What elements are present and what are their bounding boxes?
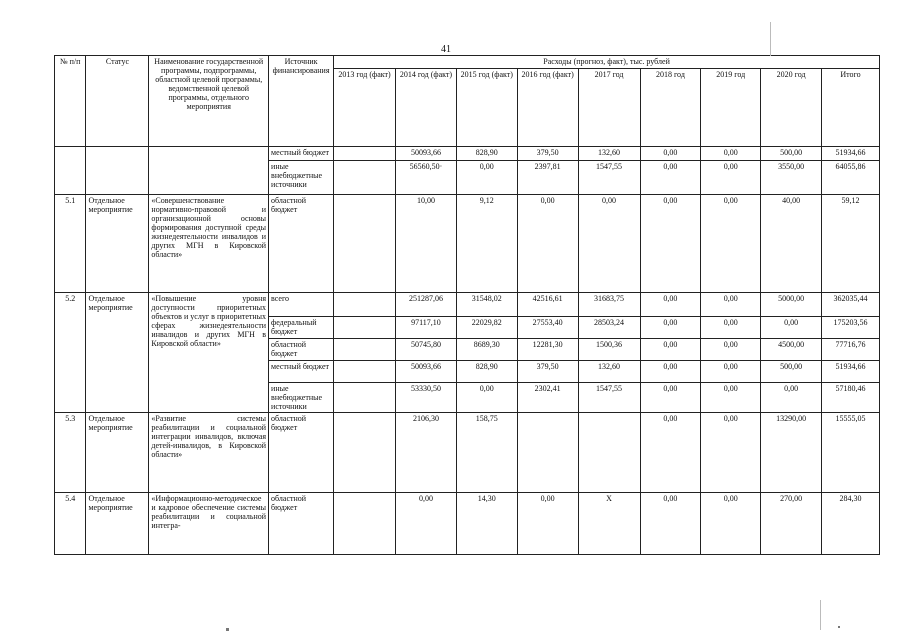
scan-mark bbox=[770, 22, 771, 56]
row-value: 9,12 bbox=[456, 195, 517, 293]
row-status bbox=[86, 147, 149, 195]
row-value: 27553,40 bbox=[517, 317, 578, 339]
row-value bbox=[334, 161, 396, 195]
row-value: 379,50 bbox=[517, 147, 578, 161]
row-value: 0,00 bbox=[640, 493, 701, 555]
row-value: 22029,82 bbox=[456, 317, 517, 339]
row-value: 1547,55 bbox=[578, 161, 640, 195]
row-value: 132,60 bbox=[578, 147, 640, 161]
row-value: 77716,76 bbox=[822, 339, 880, 361]
row-value: 97117,10 bbox=[396, 317, 457, 339]
expenses-table bbox=[54, 55, 880, 555]
row-value bbox=[517, 413, 578, 493]
row-value: 53330,50 bbox=[396, 383, 457, 413]
row-value: 2397,81 bbox=[517, 161, 578, 195]
table-row bbox=[55, 293, 880, 317]
header-year: 2020 год bbox=[761, 69, 822, 147]
row-source: иные внебюджетные источники bbox=[269, 161, 334, 195]
table-row bbox=[55, 147, 880, 161]
row-status: Отдельное мероприятие bbox=[86, 493, 149, 555]
row-value: 0,00 bbox=[517, 493, 578, 555]
row-value: 362035,44 bbox=[822, 293, 880, 317]
row-source: всего bbox=[269, 293, 334, 317]
row-source: иные внебюджетные источники bbox=[269, 383, 334, 413]
row-value: 270,00 bbox=[761, 493, 822, 555]
header-status: Статус bbox=[86, 56, 149, 147]
row-value bbox=[334, 383, 396, 413]
row-value: 0,00 bbox=[701, 361, 761, 383]
row-value: 132,60 bbox=[578, 361, 640, 383]
row-value: 0,00 bbox=[701, 339, 761, 361]
row-value: 3550,00 bbox=[761, 161, 822, 195]
table-row bbox=[55, 195, 880, 293]
row-source: местный бюджет bbox=[269, 147, 334, 161]
scan-mark bbox=[820, 600, 821, 630]
row-value: X bbox=[578, 493, 640, 555]
table-row bbox=[55, 413, 880, 493]
row-value: 50093,66 bbox=[396, 147, 457, 161]
header-year: 2013 год (факт) bbox=[334, 69, 396, 147]
row-value: 0,00 bbox=[761, 383, 822, 413]
header-year: 2017 год bbox=[578, 69, 640, 147]
row-value: 0,00 bbox=[456, 383, 517, 413]
row-value: 4500,00 bbox=[761, 339, 822, 361]
page-number: 41 bbox=[441, 44, 451, 55]
row-value: 28503,24 bbox=[578, 317, 640, 339]
row-value: 0,00 bbox=[761, 317, 822, 339]
row-value: 10,00 bbox=[396, 195, 457, 293]
header-year: 2015 год (факт) bbox=[456, 69, 517, 147]
header-num: № п/п bbox=[55, 56, 86, 147]
row-value bbox=[334, 493, 396, 555]
row-num: 5.2 bbox=[55, 293, 86, 413]
row-value: 251287,06 bbox=[396, 293, 457, 317]
row-name: «Повышение уровня доступности приоритетных объектов и услуг в приоритетных сферах жизнедеятельности инвалидов и других МГН в Кировской области» bbox=[149, 293, 269, 413]
row-value: 51934,66 bbox=[822, 147, 880, 161]
row-value: 51934,66 bbox=[822, 361, 880, 383]
row-name: «Развитие системы реабилитации и социальной интеграции инвалидов, включая детей-инвалидов, в Кировской области» bbox=[149, 413, 269, 493]
row-value bbox=[334, 361, 396, 383]
row-name: «Совершенствование нормативно-правовой и организационной основы формирования доступной среды жизнедеятельности инвалидов и других МГН в Кировской области» bbox=[149, 195, 269, 293]
row-value: 5000,00 bbox=[761, 293, 822, 317]
row-value: 175203,56 bbox=[822, 317, 880, 339]
scan-speck bbox=[226, 628, 229, 631]
row-source: областной бюджет bbox=[269, 413, 334, 493]
row-source: областной бюджет bbox=[269, 195, 334, 293]
row-value: 0,00 bbox=[517, 195, 578, 293]
row-num bbox=[55, 147, 86, 195]
table-row bbox=[55, 493, 880, 555]
row-value: 284,30 bbox=[822, 493, 880, 555]
row-value: 50093,66 bbox=[396, 361, 457, 383]
row-num: 5.1 bbox=[55, 195, 86, 293]
row-value bbox=[334, 317, 396, 339]
table-body bbox=[55, 147, 880, 555]
row-value: 0,00 bbox=[396, 493, 457, 555]
row-value: 14,30 bbox=[456, 493, 517, 555]
header-name: Наименование государственной программы, подпрограммы, областной целевой программы, ведомственной целевой программы, отдельного мероприятия bbox=[149, 56, 269, 147]
row-value: 0,00 bbox=[640, 161, 701, 195]
row-value: 64055,86 bbox=[822, 161, 880, 195]
row-value: 0,00 bbox=[640, 147, 701, 161]
row-value: 50745,80 bbox=[396, 339, 457, 361]
row-value: 59,12 bbox=[822, 195, 880, 293]
row-value: 0,00 bbox=[578, 195, 640, 293]
row-value: 0,00 bbox=[701, 493, 761, 555]
row-value: 500,00 bbox=[761, 147, 822, 161]
row-value: 0,00 bbox=[640, 195, 701, 293]
row-value: 0,00 bbox=[701, 293, 761, 317]
row-value bbox=[578, 413, 640, 493]
row-value: 2302,41 bbox=[517, 383, 578, 413]
row-source: федеральный бюджет bbox=[269, 317, 334, 339]
row-value: 0,00 bbox=[701, 383, 761, 413]
row-value: 42516,61 bbox=[517, 293, 578, 317]
scan-speck bbox=[838, 626, 840, 628]
row-name: «Информационно-методическое и кадровое обеспечение системы реабилитации и социальной интегра- bbox=[149, 493, 269, 555]
row-value: 0,00 bbox=[640, 293, 701, 317]
row-value bbox=[334, 339, 396, 361]
row-value: 15555,05 bbox=[822, 413, 880, 493]
row-value: 828,90 bbox=[456, 361, 517, 383]
row-value: 40,00 bbox=[761, 195, 822, 293]
header-source: Источник финансирования bbox=[269, 56, 334, 147]
row-value bbox=[334, 413, 396, 493]
row-value: 0,00 bbox=[640, 383, 701, 413]
row-value: 0,00 bbox=[701, 161, 761, 195]
row-value bbox=[334, 293, 396, 317]
row-value: 13290,00 bbox=[761, 413, 822, 493]
row-value: 0,00 bbox=[640, 317, 701, 339]
row-status: Отдельное мероприятие bbox=[86, 195, 149, 293]
row-value: 8689,30 bbox=[456, 339, 517, 361]
row-source: областной бюджет bbox=[269, 339, 334, 361]
row-num: 5.3 bbox=[55, 413, 86, 493]
row-num: 5.4 bbox=[55, 493, 86, 555]
row-value: 0,00 bbox=[640, 413, 701, 493]
header-year: 2014 год (факт) bbox=[396, 69, 457, 147]
header-total: Итого bbox=[822, 69, 880, 147]
row-value: 56560,50· bbox=[396, 161, 457, 195]
header-year: 2018 год bbox=[640, 69, 701, 147]
row-source: областной бюджет bbox=[269, 493, 334, 555]
row-value: 500,00 bbox=[761, 361, 822, 383]
row-value: 0,00 bbox=[701, 195, 761, 293]
row-value: 12281,30 bbox=[517, 339, 578, 361]
row-value: 0,00 bbox=[456, 161, 517, 195]
header-year: 2019 год bbox=[701, 69, 761, 147]
row-value: 31683,75 bbox=[578, 293, 640, 317]
row-value: 828,90 bbox=[456, 147, 517, 161]
row-value bbox=[334, 147, 396, 161]
row-value bbox=[334, 195, 396, 293]
row-value: 0,00 bbox=[701, 317, 761, 339]
row-status: Отдельное мероприятие bbox=[86, 293, 149, 413]
row-name bbox=[149, 147, 269, 195]
row-status: Отдельное мероприятие bbox=[86, 413, 149, 493]
row-value: 57180,46 bbox=[822, 383, 880, 413]
row-value: 0,00 bbox=[640, 339, 701, 361]
row-value: 31548,02 bbox=[456, 293, 517, 317]
row-value: 379,50 bbox=[517, 361, 578, 383]
header-year: 2016 год (факт) bbox=[517, 69, 578, 147]
row-value: 0,00 bbox=[701, 147, 761, 161]
header-expenses: Расходы (прогноз, факт), тыс. рублей bbox=[334, 56, 880, 69]
row-value: 158,75 bbox=[456, 413, 517, 493]
row-value: 1500,36 bbox=[578, 339, 640, 361]
row-value: 0,00 bbox=[701, 413, 761, 493]
row-value: 2106,30 bbox=[396, 413, 457, 493]
row-source: местный бюджет bbox=[269, 361, 334, 383]
row-value: 0,00 bbox=[640, 361, 701, 383]
row-value: 1547,55 bbox=[578, 383, 640, 413]
